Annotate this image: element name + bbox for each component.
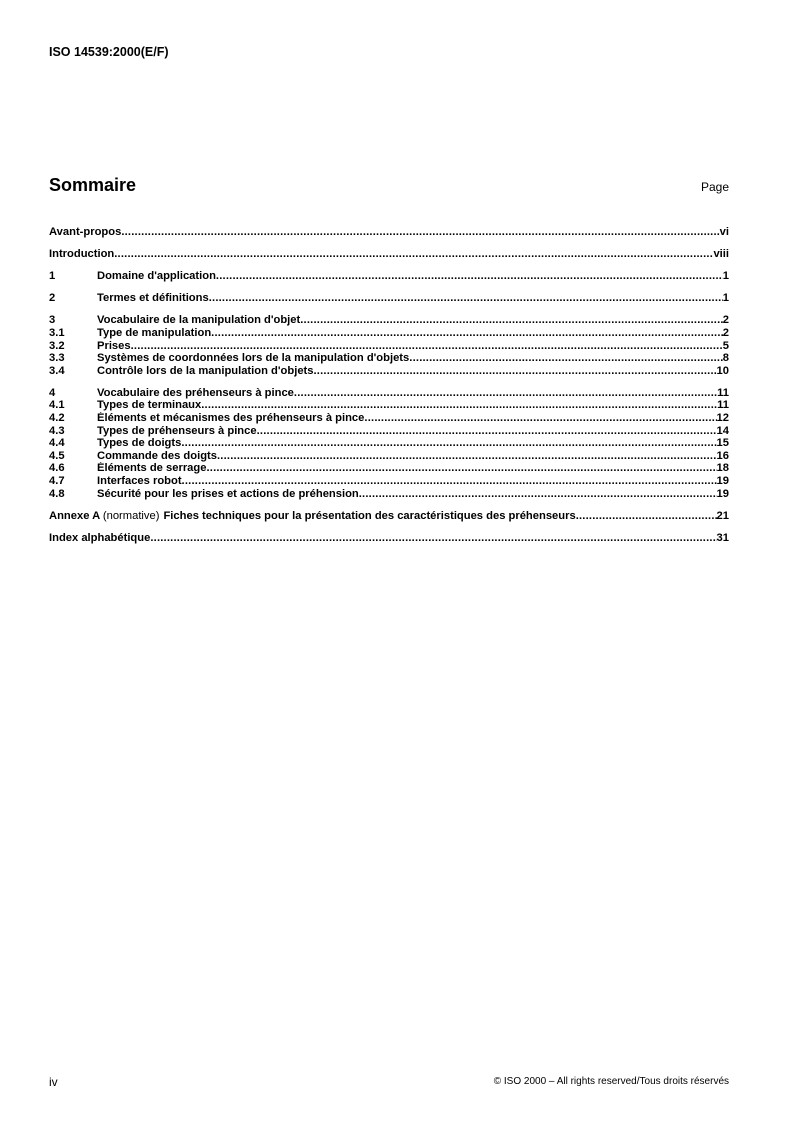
toc-section-number: 1 [49,270,56,283]
toc-entry-3[interactable]: 3 Vocabulaire de la manipulation d'objet ..... 2 [49,314,729,327]
toc-entry-4-2[interactable]: 4.2 Éléments et mécanismes des préhenseurs à pince ..... 12 [49,412,729,425]
toc-section-number: 4.5 [49,449,65,462]
toc-section-number: 4.7 [49,475,65,487]
toc-page-number: 18 [716,462,729,475]
toc-entry-4-8[interactable]: 4.8 Sécurité pour les prises et actions de préhension ..... 19 [49,488,729,501]
toc-section-number: 3.4 [49,364,65,377]
toc-page-number: 5 [722,339,729,352]
toc-page-number: 2 [722,326,729,339]
footer-copyright: © ISO 2000 – All rights reserved/Tous droits réservés [493,1076,729,1087]
toc-page-number: 14 [716,424,729,437]
toc-entry-2[interactable]: 2 Termes et définitions ..... 1 [49,292,729,305]
toc-entry-introduction[interactable]: Introduction ..... viii [49,248,729,261]
toc-section-number: 3 [49,314,56,327]
toc-section-number: 4.6 [49,462,65,475]
annex-title: Fiches techniques pour la présentation des caractéristiques des préhenseurs [163,509,576,522]
toc-page-number: 2 [722,314,729,327]
page-title: Sommaire [49,175,137,195]
toc-entry-4-6[interactable]: 4.6 Éléments de serrage ..... 18 [49,462,729,475]
toc-entry-4-4[interactable]: 4.4 Types de doigts ..... 15 [49,437,729,450]
toc-page-number: 11 [717,386,729,399]
toc-section-number: 4.8 [49,487,65,500]
toc-page-number: 1 [722,270,729,283]
toc-page-number: 21 [716,509,729,522]
footer-page-number: iv [49,1075,58,1089]
toc-section-number: 2 [49,292,56,305]
toc-page-number: 15 [716,437,729,450]
toc-section-number: 3.1 [49,326,65,339]
toc-page-number: 10 [716,364,729,377]
toc-page-number: 31 [716,531,729,544]
toc-page-number: 19 [716,487,729,500]
toc-section-number: 4.1 [49,399,65,412]
annex-prefix: Annexe A [49,509,100,522]
toc-entry-4-3[interactable]: 4.3 Types de préhenseurs à pince ..... 14 [49,425,729,438]
toc-entry-annex-a[interactable] [49,510,729,523]
toc-entry-3-3[interactable]: 3.3 Systèmes de coordonnées lors de la manipulation d'objets ..... 8 [49,352,729,365]
toc-entry-3-4[interactable]: 3.4 Contrôle lors de la manipulation d'objets ..... 10 [49,365,729,378]
toc-page-number: 12 [716,412,729,425]
toc-entry-4-7[interactable]: 4.7 Interfaces robot ..... 19 [49,475,729,488]
toc-entry-1[interactable]: 1 Domaine d'application ..... 1 [49,270,729,283]
annex-type: (normative) [102,509,160,522]
toc-page-number: 19 [716,475,729,487]
toc-section-number: 3.2 [49,339,65,352]
toc-section-number: 4 [49,386,56,399]
toc-section-number: 4.2 [49,412,65,425]
toc-page-number: 1 [722,292,729,305]
toc-entry-4-5[interactable]: 4.5 Commande des doigts ..... 16 [49,450,729,463]
toc-entry-3-2[interactable]: 3.2 Prises ..... 5 [49,340,729,353]
toc-section-number: 4.4 [49,437,65,450]
page-column-label: Page [700,180,729,194]
document-id: ISO 14539:2000(E/F) [49,45,169,59]
toc-entry-4[interactable]: 4 Vocabulaire des préhenseurs à pince ..... 11 [49,387,729,400]
toc-page-number: 11 [717,399,729,412]
toc-section-number: 3.3 [49,352,65,365]
toc-entry-avant-propos[interactable]: Avant-propos ..... vi [49,226,729,239]
toc-page-number: 16 [716,449,729,462]
toc-page-number: viii [713,248,729,261]
table-of-contents [49,226,729,544]
toc-entry-4-1[interactable]: 4.1 Types de terminaux ..... 11 [49,399,729,412]
toc-entry-3-1[interactable]: 3.1 Type de manipulation ..... 2 [49,327,729,340]
toc-page-number: 8 [722,352,729,365]
toc-entry-index[interactable]: Index alphabétique ..... 31 [49,532,729,545]
toc-page-number: vi [719,226,729,238]
toc-section-number: 4.3 [49,424,65,437]
